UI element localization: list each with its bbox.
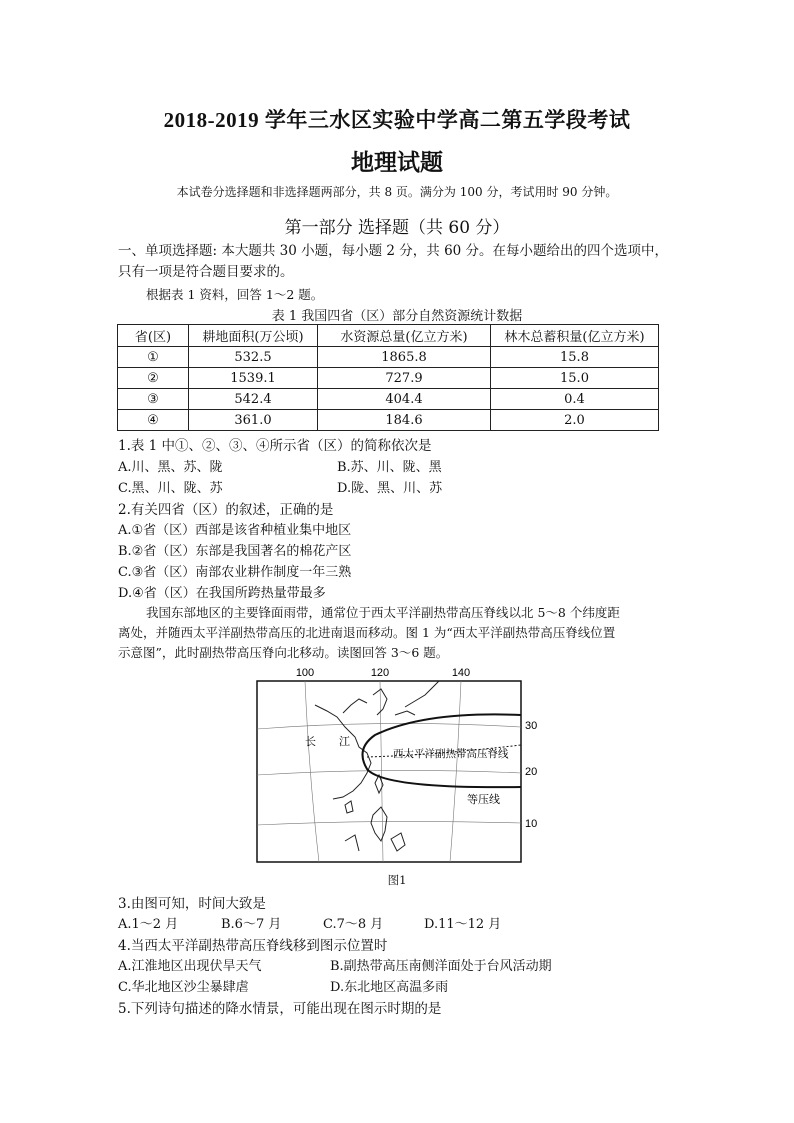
table-cell: 1539.1 bbox=[189, 368, 318, 389]
exam-subject: 地理试题 bbox=[351, 149, 443, 176]
subtropical-high-map bbox=[255, 665, 545, 865]
question-4-option-c: C.华北地区沙尘暴肆虐 bbox=[118, 980, 249, 995]
figure-caption: 图1 bbox=[387, 873, 407, 887]
question-2-option-a: A.①省（区）西部是该省种植业集中地区 bbox=[118, 523, 352, 538]
exam-title: 2018-2019 学年三水区实验中学高二第五学段考试 bbox=[163, 108, 631, 132]
table-header: 水资源总量(亿立方米) bbox=[318, 325, 491, 347]
table-row bbox=[118, 389, 659, 410]
ridge-label: 西太平洋副热带高压脊线 bbox=[393, 748, 509, 760]
question-1-option-a: A.川、黑、苏、陇 bbox=[118, 460, 223, 475]
table-header: 林木总蓄积量(亿立方米) bbox=[491, 325, 659, 347]
passage-line-3: 示意图”，此时副热带高压脊向北移动。读图回答 3～6 题。 bbox=[118, 645, 449, 660]
table-row bbox=[118, 368, 659, 389]
passage-line-2: 离处，并随西太平洋副热带高压的北进南退而移动。图 1 为“西太平洋副热带高压脊线位置 bbox=[118, 625, 616, 640]
table-cell: ② bbox=[118, 368, 189, 389]
instruction-line-1: 一、单项选择题: 本大题共 30 小题，每小题 2 分，共 60 分。在每小题给出的四个选项中， bbox=[118, 243, 669, 259]
question-2-option-d: D.④省（区）在我国所跨热量带最多 bbox=[118, 586, 326, 601]
resource-table bbox=[117, 324, 659, 431]
table-cell: 1865.8 bbox=[318, 347, 491, 368]
question-2-option-c: C.③省（区）南部农业耕作制度一年三熟 bbox=[118, 565, 352, 580]
table-cell: 727.9 bbox=[318, 368, 491, 389]
question-4-option-b: B.副热带高压南侧洋面处于台风活动期 bbox=[330, 959, 552, 974]
question-1-stem: 1.表 1 中①、②、③、④所示省（区）的简称依次是 bbox=[118, 438, 432, 454]
question-3-option-c: C.7～8 月 bbox=[323, 917, 384, 932]
question-2-stem: 2.有关四省（区）的叙述，正确的是 bbox=[118, 502, 334, 518]
instruction-line-2: 只有一项是符合题目要求的。 bbox=[118, 264, 294, 280]
isobar-label: 等压线 bbox=[467, 793, 500, 806]
table-cell: 542.4 bbox=[189, 389, 318, 410]
table-cell: ④ bbox=[118, 410, 189, 431]
table-cell: ③ bbox=[118, 389, 189, 410]
lon-label-120: 120 bbox=[370, 667, 390, 679]
exam-note: 本试卷分选择题和非选择题两部分，共 8 页。满分为 100 分，考试用时 90 分钟。 bbox=[176, 185, 618, 199]
question-3-stem: 3.由图可知，时间大致是 bbox=[118, 896, 266, 912]
question-1-option-d: D.陇、黑、川、苏 bbox=[337, 481, 443, 496]
question-3-option-a: A.1～2 月 bbox=[118, 917, 179, 932]
lat-label-30: 30 bbox=[525, 720, 538, 732]
question-1-option-b: B.苏、川、陇、黑 bbox=[337, 460, 442, 475]
table-cell: 184.6 bbox=[318, 410, 491, 431]
question-4-stem: 4.当西太平洋副热带高压脊线移到图示位置时 bbox=[118, 938, 388, 954]
table-cell: 532.5 bbox=[189, 347, 318, 368]
table-cell: 15.0 bbox=[491, 368, 659, 389]
table-cell: 15.8 bbox=[491, 347, 659, 368]
table-caption: 表 1 我国四省（区）部分自然资源统计数据 bbox=[271, 309, 523, 324]
lat-label-10: 10 bbox=[525, 818, 538, 830]
question-5-stem: 5.下列诗句描述的降水情景，可能出现在图示时期的是 bbox=[118, 1001, 442, 1017]
lon-label-100: 100 bbox=[295, 667, 315, 679]
part-heading: 第一部分 选择题（共 60 分） bbox=[284, 218, 510, 238]
table-cell: 0.4 bbox=[491, 389, 659, 410]
table-cell: ① bbox=[118, 347, 189, 368]
question-4-option-a: A.江淮地区出现伏旱天气 bbox=[118, 959, 262, 974]
lon-label-140: 140 bbox=[451, 667, 471, 679]
question-3-option-b: B.6～7 月 bbox=[221, 917, 282, 932]
table-header: 省(区) bbox=[118, 325, 189, 347]
question-4-option-d: D.东北地区高温多雨 bbox=[330, 980, 449, 995]
table-cell: 2.0 bbox=[491, 410, 659, 431]
river-label-chang: 长 bbox=[305, 735, 316, 748]
table-cell: 361.0 bbox=[189, 410, 318, 431]
river-label-jiang: 江 bbox=[339, 735, 350, 748]
question-1-option-c: C.黑、川、陇、苏 bbox=[118, 481, 223, 496]
table-row bbox=[118, 410, 659, 431]
question-2-option-b: B.②省（区）东部是我国著名的棉花产区 bbox=[118, 544, 352, 559]
table-row bbox=[118, 347, 659, 368]
table-cell: 404.4 bbox=[318, 389, 491, 410]
lead-text: 根据表 1 资料，回答 1～2 题。 bbox=[146, 287, 324, 302]
table-header: 耕地面积(万公顷) bbox=[189, 325, 318, 347]
lat-label-20: 20 bbox=[525, 766, 538, 778]
passage-line-1: 我国东部地区的主要锋面雨带，通常位于西太平洋副热带高压脊线以北 5～8 个纬度距 bbox=[146, 605, 620, 620]
question-3-option-d: D.11～12 月 bbox=[424, 917, 502, 932]
table-header-row bbox=[118, 325, 659, 347]
